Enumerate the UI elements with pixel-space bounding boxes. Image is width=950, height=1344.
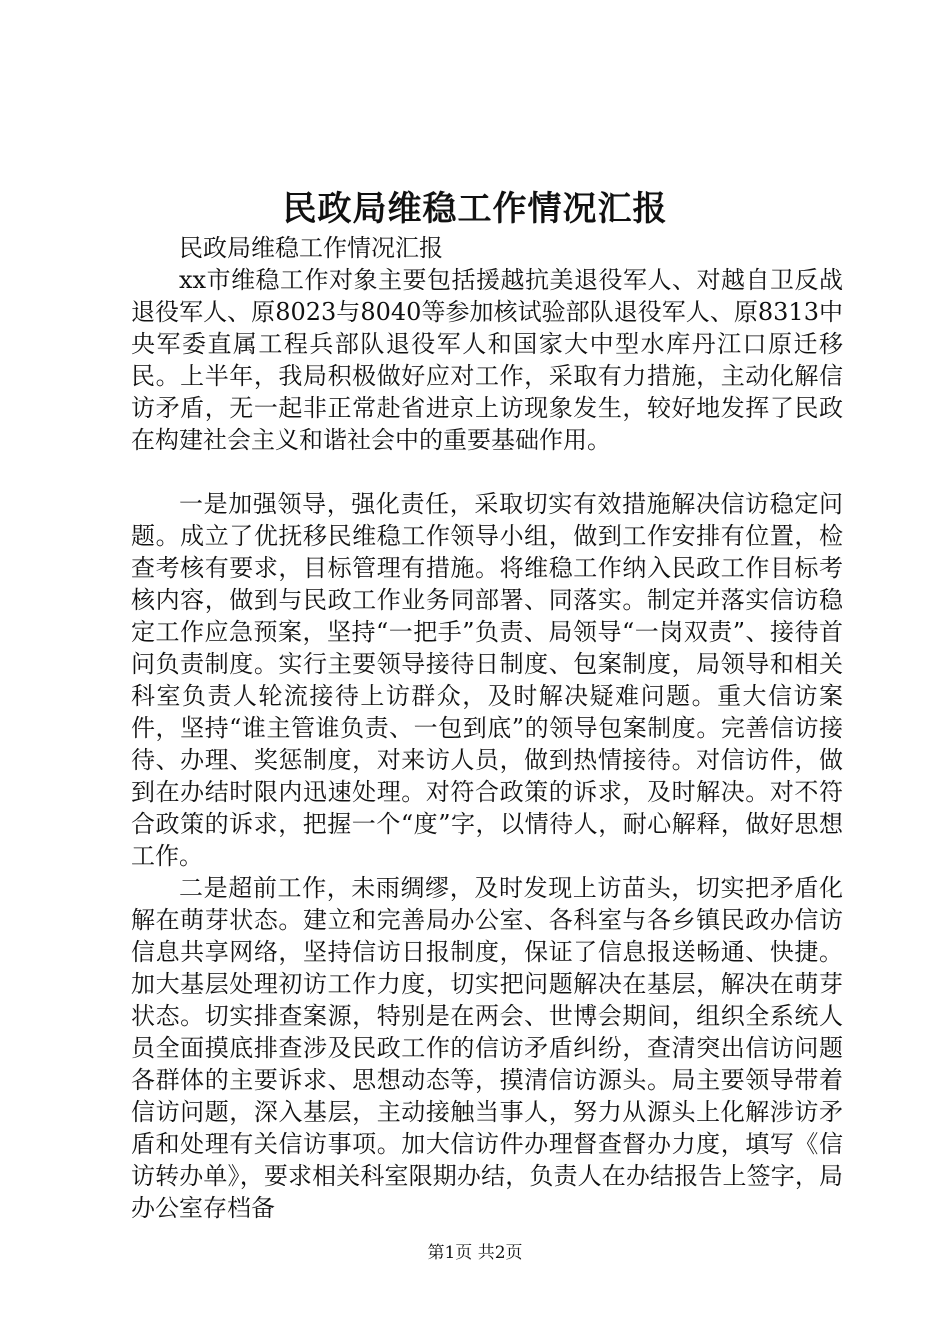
paragraph-heading: 民政局维稳工作情况汇报 <box>179 234 443 262</box>
page-number-footer: 第1页 共2页 <box>427 1243 523 1263</box>
paragraph-intro: xx市维稳工作对象主要包括援越抗美退役军人、对越自卫反战退役军人、原8023与8040等参加核试验部队退役军人、原8313中央军委直属工程兵部队退役军人和国家大中型水库丹江口原迁移民。上半年，我局积极做好应对工作，采取有力措施，主动化解信访矛盾，无一起非正常赴省进京上访现象发生，较好地发挥了民政在构建社会主义和谐社会中的重要基础作用。 <box>131 266 843 454</box>
document-body <box>131 232 843 1224</box>
document-title: 民政局维稳工作情况汇报 <box>282 189 668 229</box>
paragraph-point-one: 一是加强领导，强化责任，采取切实有效措施解决信访稳定问题。成立了优抚移民维稳工作领导小组，做到工作安排有位置，检查考核有要求，目标管理有措施。将维稳工作纳入民政工作目标考核内容，做到与民政工作业务同部署、同落实。制定并落实信访稳定工作应急预案，坚持“一把手”负责、局领导“一岗双责”、接待首问负责制度。实行主要领导接待日制度、包案制度，局领导和相关科室负责人轮流接待上访群众，及时解决疑难问题。重大信访案件，坚持“谁主管谁负责、一包到底”的领导包案制度。完善信访接待、办理、奖惩制度，对来访人员，做到热情接待。对信访件，做到在办结时限内迅速处理。对符合政策的诉求，及时解决。对不符合政策的诉求，把握一个“度”字，以情待人，耐心解释，做好思想工作。 <box>131 490 843 870</box>
paragraph-point-two: 二是超前工作，未雨绸缪，及时发现上访苗头，切实把矛盾化解在萌芽状态。建立和完善局办公室、各科室与各乡镇民政办信访信息共享网络，坚持信访日报制度，保证了信息报送畅通、快捷。加大基层处理初访工作力度，切实把问题解决在基层，解决在萌芽状态。切实排查案源，特别是在两会、世博会期间，组织全系统人员全面摸底排查涉及民政工作的信访矛盾纠纷，查清突出信访问题各群体的主要诉求、思想动态等，摸清信访源头。局主要领导带着信访问题，深入基层，主动接触当事人，努力从源头上化解涉访矛盾和处理有关信访事项。加大信访件办理督查督办力度，填写《信访转办单》，要求相关科室限期办结，负责人在办结报告上签字，局办公室存档备 <box>131 874 843 1222</box>
